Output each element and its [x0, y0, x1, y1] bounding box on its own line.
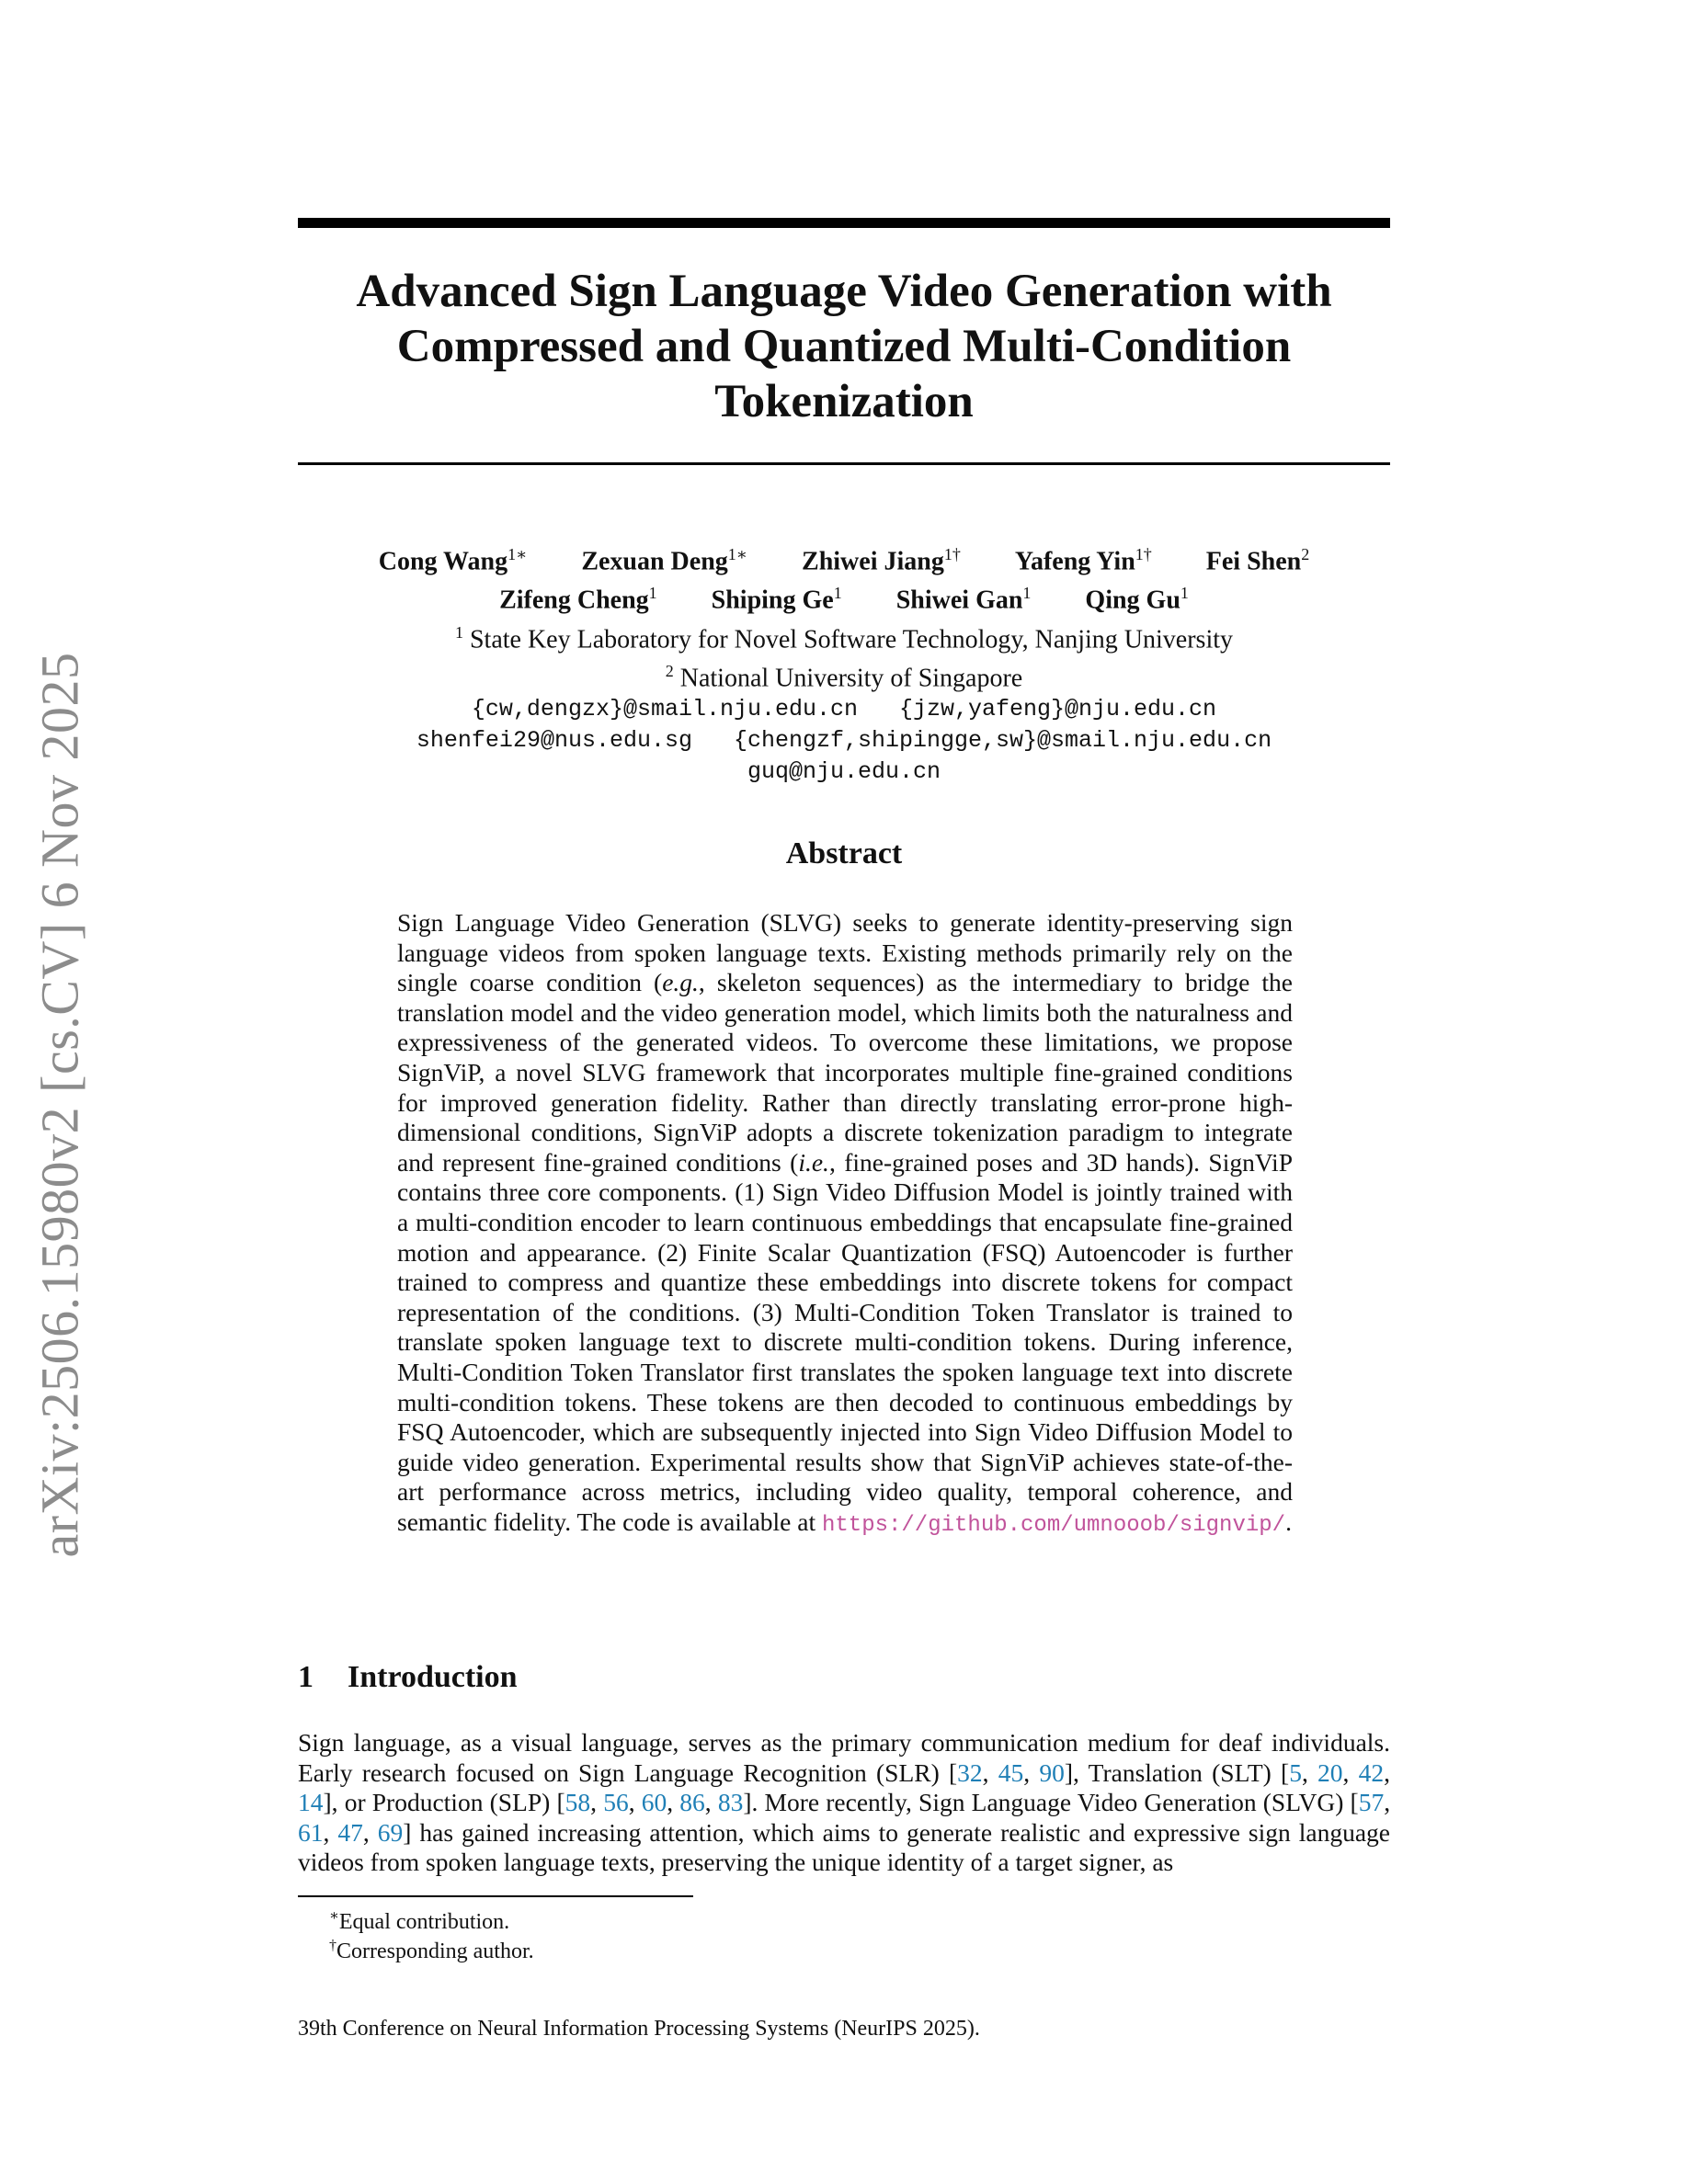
author-affiliation-mark: 1: [833, 584, 842, 603]
section-heading-introduction: [298, 1660, 518, 1695]
section-title: Introduction: [348, 1660, 518, 1694]
conference-note: 39th Conference on Neural Information Processing Systems (NeurIPS 2025).: [298, 2017, 980, 2041]
citation-link[interactable]: 5: [1289, 1757, 1302, 1787]
affiliation-mark: 1: [454, 622, 463, 642]
author-name: Cong Wang: [378, 547, 508, 576]
abstract-text-part: .: [1285, 1507, 1292, 1536]
code-repository-link[interactable]: https://github.com/umnooob/signvip/: [821, 1512, 1286, 1538]
author-affiliation-mark: 1∗: [508, 545, 528, 563]
affiliation-text: State Key Laboratory for Novel Software Technology, Nanjing University: [469, 624, 1234, 654]
abstract-text-part: , skeleton sequences) as the intermediary to bridge the translation model and the video generation model, which limits both the naturalness and expressiveness of the generated videos. To overcome these limitations, we propose SignViP, a novel SLVG framework that incorporates multiple fine-grained conditions for improved generation fidelity. Rather than directly translating error-prone high-dimensional conditions, SignViP adopts a discrete tokenization paradigm to integrate and represent fine-grained conditions (: [397, 968, 1293, 1177]
author-name: Yafeng Yin: [1014, 547, 1135, 576]
citation-link[interactable]: 42: [1358, 1757, 1385, 1787]
arxiv-identifier: arXiv:2506.15980v2 [cs.CV] 6 Nov 2025: [29, 652, 90, 1558]
intro-text-part: ], or Production (SLP) [: [323, 1788, 565, 1817]
author-name: Zexuan Deng: [581, 547, 728, 576]
arxiv-sidebar: [20, 618, 99, 1592]
author-affiliation-mark: 1∗: [727, 545, 748, 563]
citation-link[interactable]: 90: [1039, 1757, 1065, 1787]
email-line: guq@nju.edu.cn: [747, 758, 941, 786]
title-line: Advanced Sign Language Video Generation with: [356, 266, 1332, 317]
citation-link[interactable]: 56: [603, 1788, 629, 1817]
citation-link[interactable]: 69: [377, 1817, 404, 1847]
citation-link[interactable]: 20: [1317, 1757, 1343, 1787]
citation-link[interactable]: 14: [298, 1788, 324, 1817]
author-name: Zhiwei Jiang: [802, 547, 944, 576]
footnote-mark: ∗: [329, 1908, 339, 1924]
citation-link[interactable]: 58: [565, 1788, 591, 1817]
section-number: 1: [298, 1660, 314, 1694]
author-affiliation-mark: 1: [648, 584, 657, 603]
author-row: [298, 539, 1390, 577]
intro-text-part: ], Translation (SLT) [: [1064, 1757, 1290, 1787]
intro-text-part: ]. More recently, Sign Language Video Generation (SLVG) [: [743, 1788, 1359, 1817]
citation-link[interactable]: 86: [679, 1788, 705, 1817]
affiliation: [298, 617, 1390, 655]
abstract-italic: i.e.: [798, 1147, 829, 1177]
author-name: Zifeng Cheng: [499, 586, 649, 615]
citation-link[interactable]: 83: [717, 1788, 744, 1817]
abstract-text-part: , fine-grained poses and 3D hands). SignViP contains three core components. (1) Sign Video Diffusion Model is jointly trained with a multi-condition encoder to learn continuous embeddings that encapsulate fine-grained motion and appearance. (2) Finite Scalar Quantization (FSQ) Autoencoder is further trained to compress and quantize these embeddings into discrete tokens for compact representation of the conditions. (3) Multi-Condition Token Translator is trained to translate spoken language text to discrete multi-condition tokens. During inference, Multi-Condition Token Translator first translates the spoken language text into discrete multi-condition tokens. These tokens are then decoded to continuous embeddings by FSQ Autoencoder, which are subsequently injected into Sign Video Diffusion Model to guide video generation. Experimental results show that SignViP achieves state-of-the-art performance across metrics, including video quality, temporal coherence, and semantic fidelity. The code is available at: [397, 1147, 1293, 1536]
paper-title: [298, 264, 1390, 429]
title-line: Compressed and Quantized Multi-Condition: [396, 321, 1292, 372]
author-name: Fei Shen: [1205, 547, 1302, 576]
intro-text-part: ] has gained increasing attention, which aims to generate realistic and expressive sign language videos from spoken language texts, preserving the unique identity of a target signer, as: [298, 1817, 1391, 1877]
citation-link[interactable]: 47: [337, 1817, 363, 1847]
title-line: Tokenization: [714, 376, 974, 427]
footnote-text: Equal contribution.: [338, 1910, 510, 1934]
author-name: Shiwei Gan: [895, 586, 1023, 615]
citation-link[interactable]: 32: [957, 1757, 983, 1787]
abstract-heading: Abstract: [785, 836, 903, 870]
introduction-text: Sign language, as a visual language, serves as the primary communication medium for deaf individuals. Early research focused on Sign Language Recognition (SLR) [32, 45, 90], Translation (SLT) [5, 20, 42, 14], or Production (SLP) [58, 56, 60, 86, 83]. More recently, Sign Language Video Generation (SLVG) [57, 61, 47, 69] has gained increasing attention, which aims to generate realistic and expressive sign language videos from spoken language texts, preserving the unique identity of a target signer, as: [298, 1728, 1391, 1877]
author-affiliation-mark: 1†: [943, 545, 961, 563]
author-affiliation-mark: 1: [1180, 584, 1189, 603]
abstract-italic: e.g.: [662, 968, 699, 997]
citation-link[interactable]: 60: [641, 1788, 667, 1817]
abstract-text-part: Sign Language Video Generation (SLVG) seeks to generate identity-preserving sign language videos from spoken language texts. Existing methods primarily rely on the single coarse condition (: [397, 908, 1293, 997]
citation-link[interactable]: 61: [298, 1817, 324, 1847]
author-name: Qing Gu: [1085, 586, 1180, 615]
author-affiliation-mark: 1: [1022, 584, 1032, 603]
affiliation-text: National University of Singapore: [679, 664, 1023, 693]
email-line: shenfei29@nus.edu.sg {chengzf,shipingge,sw}@smail.nju.edu.cn: [416, 727, 1272, 755]
citation-link[interactable]: 45: [998, 1757, 1024, 1787]
affiliation-mark: 2: [665, 661, 674, 680]
author-affiliation-mark: 1†: [1135, 545, 1152, 563]
author-name: Shiping Ge: [711, 586, 834, 615]
abstract-text: [397, 908, 1293, 1541]
email-line: {cw,dengzx}@smail.nju.edu.cn {jzw,yafeng}@nju.edu.cn: [471, 696, 1217, 723]
author-affiliation-mark: 2: [1301, 545, 1310, 563]
footnote: [329, 1903, 509, 1936]
author-row: [298, 577, 1390, 616]
title-bottom-rule: [298, 462, 1390, 465]
intro-text-part: Sign language, as a visual language, serves as the primary communication medium for deaf individuals. Early research focused on Sign Language Recognition (SLR) [: [298, 1728, 1390, 1787]
footnote-text: Corresponding author.: [336, 1939, 534, 1963]
title-top-rule: [298, 218, 1390, 228]
footnote-rule: [298, 1895, 693, 1897]
footnote-mark: †: [329, 1938, 336, 1953]
citation-link[interactable]: 57: [1358, 1788, 1385, 1817]
affiliation: [298, 655, 1390, 694]
footnote: [329, 1932, 534, 1965]
author-block: [298, 539, 1390, 788]
